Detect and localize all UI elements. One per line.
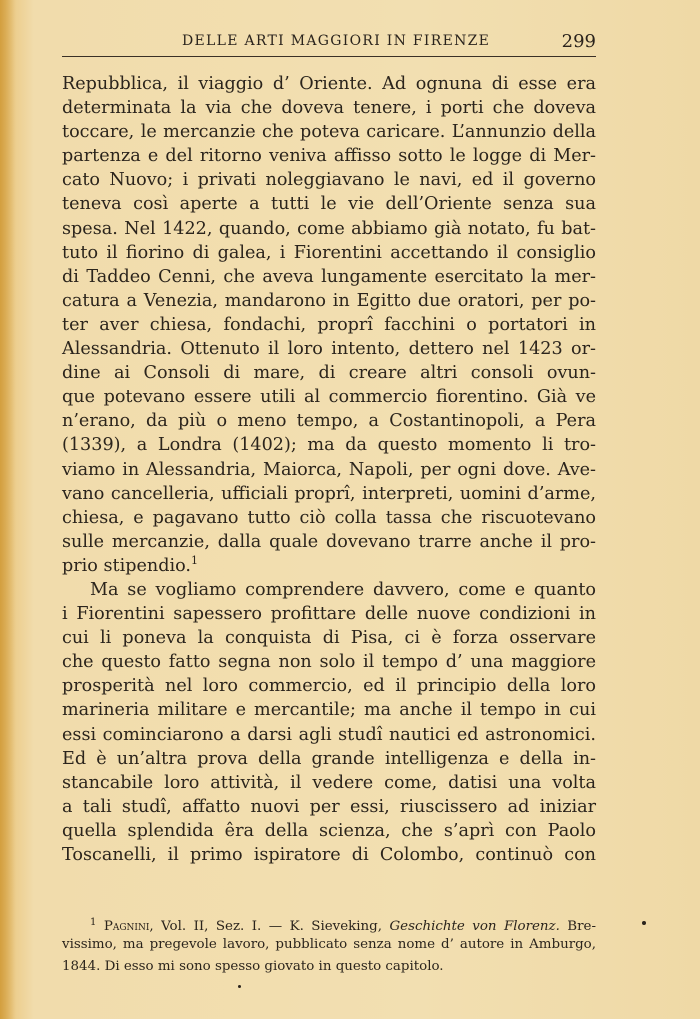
body-text (62, 72, 596, 867)
page-gutter-shadow (0, 0, 16, 1019)
text-line-paragraph-end (62, 554, 596, 578)
footnote-line (62, 912, 596, 934)
footnote-marker: 1 (90, 917, 97, 928)
text-line: toccare, le mercanzie che poteva caricare. L’annunzio della (62, 122, 596, 143)
text-line: (1339), a Londra (1402); ma da questo momento li tro- (62, 435, 596, 456)
text-line: determinata la via che doveva tenere, i porti che doveva (62, 98, 596, 119)
footnote-author: Pagnini (103, 919, 150, 934)
text-line: quella splendida êra della scienza, che s’aprì con Paolo (62, 820, 596, 841)
footnote-line: vissimo, ma pregevole lavoro, pubblicato senza nome d’ autore in Amburgo, (62, 937, 596, 952)
footnote-continuation: Bre- (559, 919, 597, 934)
footnotes (62, 912, 596, 978)
text-line: stancabile loro attività, il vedere come, datisi una volta (62, 772, 596, 793)
text-line: n’erano, da più o meno tempo, a Costantinopoli, a Pera (62, 411, 596, 432)
running-title: DELLE ARTI MAGGIORI IN FIRENZE (182, 33, 491, 49)
text-line: teneva così aperte a tutti le vie dell’Oriente senza sua (62, 194, 596, 215)
text-line: a tali studî, affatto nuovi per essi, riuscissero ad iniziar (62, 796, 596, 817)
text-line: essi cominciarono a darsi agli studî nautici ed astronomici. (62, 724, 596, 745)
text-line: che questo fatto segna non solo il tempo d’ una maggiore (62, 652, 596, 673)
text-line: Alessandria. Ottenuto il loro intento, dettero nel 1423 or- (62, 339, 596, 360)
text-line: catura a Venezia, mandarono in Egitto due oratori, per po- (62, 290, 596, 311)
text-line: ter aver chiesa, fondachi, proprî facchini o portatori in (62, 314, 596, 335)
text-line: prosperità nel loro commercio, ed il principio della loro (62, 676, 596, 697)
footnote-reference-text: , Vol. II, Sez. I. — K. Sieveking, (149, 919, 390, 934)
text-line: tuto il fiorino di galea, i Fiorentini accettando il consiglio (62, 242, 596, 263)
footnote-line: 1844. Di esso mi sono spesso giovato in questo capitolo. (62, 959, 444, 974)
text-line: i Fiorentini sapessero profittare delle nuove condizioni in (62, 604, 596, 625)
text-line: cui li poneva la conquista di Pisa, ci è forza osservare (62, 628, 596, 649)
text-line: partenza e del ritorno veniva affisso sotto le logge di Mer- (62, 146, 596, 167)
text-line: dine ai Consoli di mare, di creare altri consoli ovun- (62, 363, 596, 384)
text-line: viamo in Alessandria, Maiorca, Napoli, per ogni dove. Ave- (62, 459, 596, 480)
text-line: vano cancelleria, ufficiali proprî, interpreti, uomini d’arme, (62, 483, 596, 504)
footnote-title: Geschichte von Florenz. (389, 919, 560, 934)
text-line: chiesa, e pagavano tutto ciò colla tassa che riscuotevano (62, 507, 596, 528)
ink-speck (642, 921, 646, 925)
text-line: marineria militare e mercantile; ma anche il tempo in cui (62, 700, 596, 721)
paragraph-end-text: prio stipendio. (62, 555, 191, 576)
text-line: sulle mercanzie, dalla quale dovevano trarre anche il pro- (62, 531, 596, 552)
page-header (62, 30, 596, 57)
text-line: Ma se vogliamo comprendere davvero, come e quanto (90, 579, 596, 600)
text-line: Repubblica, il viaggio d’ Oriente. Ad ognuna di esse era (62, 74, 596, 94)
text-line: cato Nuovo; i privati noleggiavano le navi, ed il governo (62, 170, 596, 191)
text-line: que potevano essere utili al commercio fiorentino. Già ve (62, 387, 596, 408)
footnote-reference[interactable]: 1 (190, 553, 198, 567)
text-line: spesa. Nel 1422, quando, come abbiamo già notato, fu bat- (62, 218, 596, 239)
text-line: di Taddeo Cenni, che aveva lungamente esercitato la mer- (62, 266, 596, 287)
text-line: Toscanelli, il primo ispiratore di Colombo, continuò con (62, 845, 596, 865)
page-number: 299 (561, 31, 596, 52)
ink-speck (238, 985, 241, 988)
text-line: Ed è un’altra prova della grande intelligenza e della in- (62, 748, 596, 769)
